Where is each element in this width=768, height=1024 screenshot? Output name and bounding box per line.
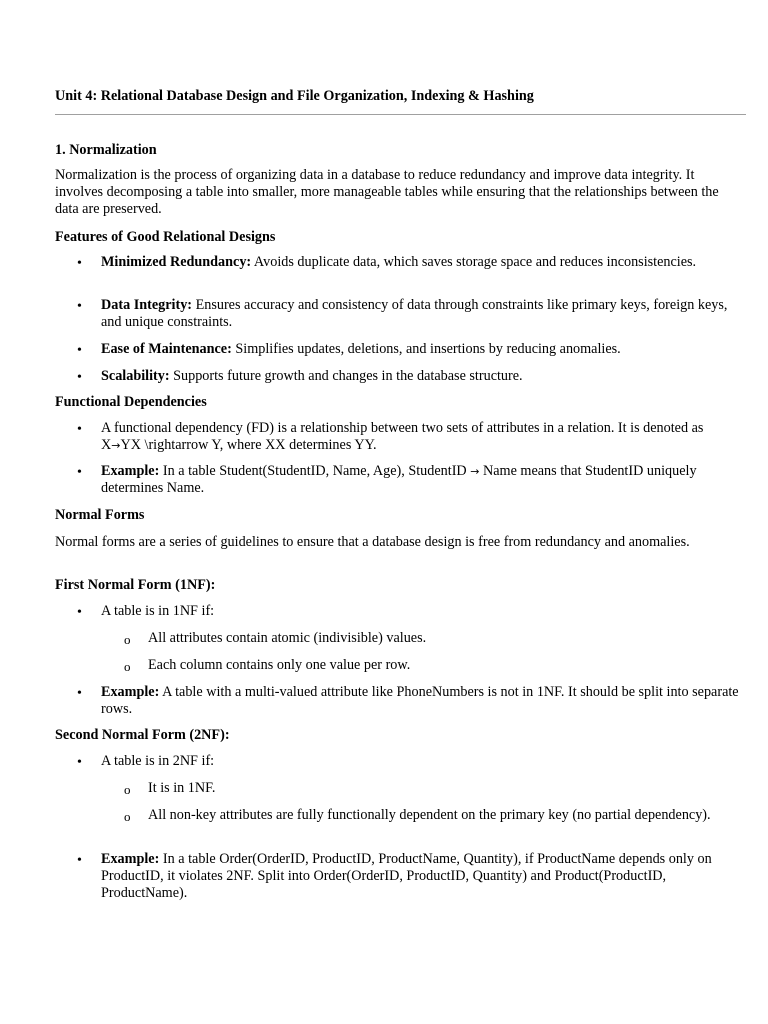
example-term: Example: xyxy=(101,684,160,700)
bullet-icon: • xyxy=(77,299,82,314)
second-nf-rule: All non-key attributes are fully functionally dependent on the primary key (no partial dependency). xyxy=(148,807,711,823)
sub-bullet-icon: o xyxy=(124,659,131,674)
bullet-icon: • xyxy=(77,853,82,868)
feature-text: Avoids duplicate data, which saves storage space and reduces inconsistencies. xyxy=(251,254,697,270)
arrow-icon: → xyxy=(470,465,480,478)
first-nf-lead: A table is in 1NF if: xyxy=(101,603,215,619)
features-heading: Features of Good Relational Designs xyxy=(55,229,276,245)
section-heading-normalization: 1. Normalization xyxy=(55,142,157,158)
sub-bullet-icon: o xyxy=(124,809,131,824)
document-title: Unit 4: Relational Database Design and File Organization, Indexing & Hashing xyxy=(55,88,534,104)
second-nf-example xyxy=(101,851,746,902)
first-nf-example xyxy=(101,684,746,718)
second-nf-heading: Second Normal Form (2NF): xyxy=(55,727,230,743)
first-nf-rule: All attributes contain atomic (indivisible) values. xyxy=(148,630,427,646)
normal-forms-heading: Normal Forms xyxy=(55,507,145,523)
normal-forms-intro: Normal forms are a series of guidelines to ensure that a database design is free from redundancy and anomalies. xyxy=(55,534,690,550)
second-nf-lead: A table is in 2NF if: xyxy=(101,753,215,769)
feature-term: Ease of Maintenance: xyxy=(101,341,232,357)
fd-example-text-cont: Name means that StudentID uniquely determines Name. xyxy=(101,463,697,496)
bullet-icon: • xyxy=(77,755,82,770)
feature-item xyxy=(101,254,746,271)
bullet-icon: • xyxy=(77,422,82,437)
bullet-icon: • xyxy=(77,343,82,358)
example-term: Example: xyxy=(101,851,160,867)
fd-example xyxy=(101,463,746,497)
fd-example-text: In a table Student(StudentID, Name, Age), StudentID xyxy=(159,463,471,479)
bullet-icon: • xyxy=(77,686,82,701)
fd-definition xyxy=(101,420,746,454)
bullet-icon: • xyxy=(77,256,82,271)
second-nf-example-text: In a table Order(OrderID, ProductID, ProductName, Quantity), if ProductName depends only on ProductID, it violates 2NF. Split into Order(OrderID, ProductID, Quantity) and Product(ProductID, ProductName). xyxy=(101,851,712,901)
first-nf-example-text: A table with a multi-valued attribute like PhoneNumbers is not in 1NF. It should be split into separate rows. xyxy=(101,684,739,717)
bullet-icon: • xyxy=(77,465,82,480)
functional-dependencies-heading: Functional Dependencies xyxy=(55,394,207,410)
feature-term: Scalability: xyxy=(101,368,170,384)
example-term: Example: xyxy=(101,463,160,479)
feature-item xyxy=(101,341,746,358)
feature-term: Data Integrity: xyxy=(101,297,193,313)
sub-bullet-icon: o xyxy=(124,782,131,797)
feature-item xyxy=(101,368,746,385)
normalization-intro: Normalization is the process of organizing data in a database to reduce redundancy and improve data integrity. It involves decomposing a table into smaller, more manageable tables while ensuring that the relationships between the data are preserved. xyxy=(55,167,719,217)
arrow-icon: → xyxy=(111,439,121,452)
bullet-icon: • xyxy=(77,605,82,620)
feature-text: Ensures accuracy and consistency of data through constraints like primary keys, foreign keys, and unique constraints. xyxy=(101,297,728,330)
bullet-icon: • xyxy=(77,370,82,385)
first-nf-rule: Each column contains only one value per row. xyxy=(148,657,411,673)
sub-bullet-icon: o xyxy=(124,632,131,647)
feature-item xyxy=(101,297,746,331)
feature-text: Supports future growth and changes in the database structure. xyxy=(169,368,523,384)
fd-definition-text: A functional dependency (FD) is a relationship between two sets of attributes in a relation. It is denoted as X xyxy=(101,420,704,453)
feature-term: Minimized Redundancy: xyxy=(101,254,252,270)
second-nf-rule: It is in 1NF. xyxy=(148,780,216,796)
fd-definition-text-cont: YX \rightarrow Y, where XX determines YY. xyxy=(120,437,377,453)
feature-text: Simplifies updates, deletions, and insertions by reducing anomalies. xyxy=(231,341,621,357)
title-divider xyxy=(55,114,746,115)
first-nf-heading: First Normal Form (1NF): xyxy=(55,577,216,593)
